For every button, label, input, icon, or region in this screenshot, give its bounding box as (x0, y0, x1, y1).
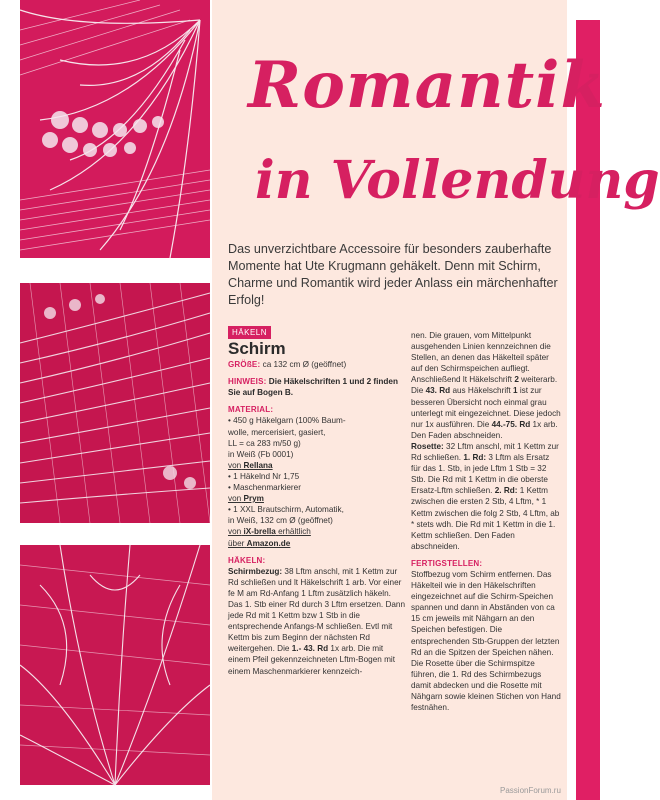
finish-paragraph: Stoffbezug vom Schirm entfernen. Das Häkelteil wie in den Häkelschriften eingezeichnet auf die Schirm-Speichen spannen und dann in Abständen von ca 15 cm jeweils mit Nähgarn an den Speichen befestigen. Die entsprechenden Stb-Gruppen der letzten Rd an die Spitzen der Speichen nähen. Die Rosette über die Schirmspitze führen, die 1. Rd des Schirmbezugs damit abdecken und die Rosette mit Nähgarn sowie kleinen Stichen von Hand festnähen. (411, 569, 561, 713)
material-shop: über Amazon.de (228, 538, 291, 548)
continuation-paragraph: nen. Die grauen, vom Mittelpunkt ausgehenden Linien kennzeichnen die Stellen, an denen das Häkelteil später auf den Schirmspeichen aufliegt. Anschließend lt Häkelschrift 2 weiterarb. Die 43. Rd aus Häkelschrift 1 ist zur besseren Übersicht noch einmal grau unterlegt mit eingezeichnet. Diese jedoch nur 1x ausführen. Die 44.-75. Rd 1x arb. Den Faden abschneiden. (411, 331, 561, 440)
lace-photo-top (20, 0, 210, 258)
rosette-paragraph: Rosette: 32 Lftm anschl, mit 1 Kettm zur Rd schließen. 1. Rd: 3 Lftm als Ersatz für das 1. Stb, in jede Lftm 1 Stb = 32 Stb. Die Rd mit 1 Kettm in die oberste Ersatz-Lftm schließen. 2. Rd: 1 Kettm zwischen die ersten 2 Stb, 4 Lftm, * 1 Kettm zwischen die folg 2 Stb, 4 Lftm, ab * stets wdh. Die Rd mit 1 Kettm in die 1. Kettm schließen. Den Faden abschneiden. (411, 441, 560, 551)
lace-photo-bottom (20, 545, 210, 785)
crochet-label: HÄKELN: (228, 555, 266, 565)
page-edge-pink (576, 20, 600, 800)
intro-paragraph: Das unverzichtbare Accessoire für besonders zauberhafte Momente hat Ute Krugmann gehäkelt. Denn mit Schirm, Charme und Romantik wird jeder Anlass ein märchenhafter Erfolg! (228, 242, 558, 307)
material-yarn-brand: von Rellana (228, 460, 273, 470)
lace-photo-middle (20, 283, 210, 523)
material-yarn-1: • 450 g Häkelgarn (100% Baum- (228, 416, 346, 426)
material-label: MATERIAL: (228, 405, 274, 415)
material-tools-2: • Maschenmarkierer (228, 483, 301, 493)
material-umbrella-brand: von iX-brella erhältlich (228, 527, 311, 537)
instructions-column-right (411, 330, 561, 713)
material-yarn-3: LL = ca 283 m/50 g) (228, 438, 301, 448)
material-tools-1: • 1 Häkelnd Nr 1,75 (228, 471, 300, 481)
pattern-heading: Schirm (228, 339, 286, 359)
watermark-footer: PassionForum.ru (500, 786, 561, 795)
title-line-2: in Vollendung (255, 150, 660, 211)
material-yarn-2: wolle, mercerisiert, gasiert, (228, 427, 326, 437)
category-tag: HÄKELN (228, 326, 271, 339)
crochet-paragraph: Schirmbezug: 38 Lftm anschl, mit 1 Kettm zur Rd schließen und lt Häkelschrift 1 arb. Vor einer fe M am Rd-Anfang 1 Lftm zusätzlich häkeln. Das 1. Stb einer Rd durch 3 Lftm ersetzen. Dann jede Rd mit 1 Kettm bzw 1 Stb in die entsprechende Anfangs-M schließen. Evtl mit Kettm bis zum Beginn der nächsten Rd weitergehen. Die 1.- 43. Rd 1x arb. Die mit einem Pfeil gekennzeichneten Lftm-Bogen mit einem Maschenmarkierer kennzeich- (228, 566, 406, 676)
note-line: HINWEIS: Die Häkelschriften 1 und 2 finden Sie auf Bogen B. (228, 377, 398, 398)
size-line: GRÖßE: ca 132 cm Ø (geöffnet) (228, 360, 347, 370)
title-line-1: Romantik (248, 48, 606, 123)
material-yarn-4: in Weiß (Fb 0001) (228, 449, 294, 459)
material-tools-brand: von Prym (228, 494, 264, 504)
instructions-column-left (228, 326, 406, 677)
material-umbrella-2: in Weiß, 132 cm Ø (geöffnet) (228, 516, 333, 526)
finish-label: FERTIGSTELLEN: (411, 558, 483, 568)
material-umbrella-1: • 1 XXL Brautschirm, Automatik, (228, 505, 344, 515)
